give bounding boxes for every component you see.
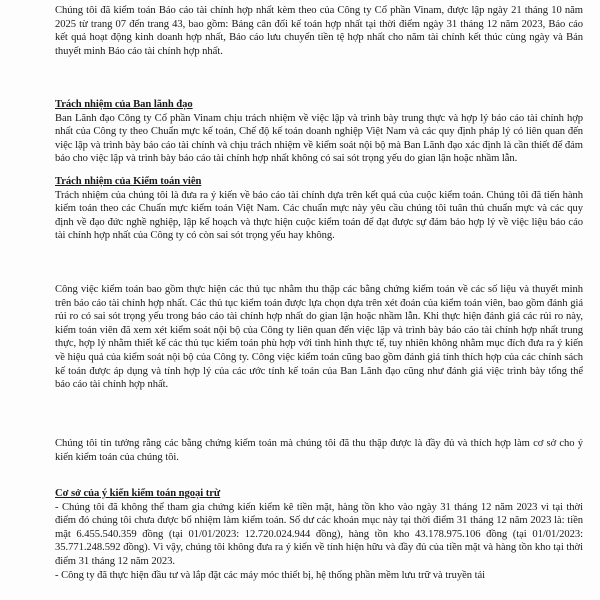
auditor-text: Trách nhiệm của chúng tôi là đưa ra ý kiến về báo cáo tài chính dựa trên kết quả của cuộc kiểm toán. Chúng tôi đã tiến hành kiểm toán theo các Chuẩn mực kiểm toán Việt Nam. Các chuẩn mực này yêu cầu chúng tôi tuân thủ chuẩn mực và các quy định về đạo đức nghề nghiệp, lập kế hoạch và thực hiện cuộc kiểm toán để đạt được sự đảm bảo hợp lý về việc liệu báo cáo tài chính hợp nhất của Công ty có còn sai sót trọng yếu hay không. (55, 189, 583, 242)
belief-paragraph (55, 437, 583, 464)
basis-item-2: - Công ty đã thực hiện đầu tư và lắp đặt các máy móc thiết bị, hệ thống phần mềm lưu trữ và truyền tải (55, 569, 486, 581)
audit-work-paragraph (55, 283, 583, 392)
auditor-heading: Trách nhiệm của Kiểm toán viên (55, 176, 202, 187)
management-section (55, 98, 583, 166)
qualified-opinion-basis-section (55, 487, 583, 582)
intro-paragraph (55, 4, 583, 58)
intro-text: Chúng tôi đã kiểm toán Báo cáo tài chính hợp nhất kèm theo của Công ty Cổ phần Vinam, được lập ngày 21 tháng 10 năm 2025 từ trang 07 đến trang 43, bao gồm: Bảng cân đối kế toán hợp nhất tại thời điểm ngày 31 tháng 12 năm 2023, Báo cáo kết quả hoạt động kinh doanh hợp nhất, Báo cáo lưu chuyển tiền tệ hợp nhất cho năm tài chính kết thúc cùng ngày và Bản thuyết minh Báo cáo tài chính hợp nhất. (55, 5, 583, 57)
management-heading: Trách nhiệm của Ban lãnh đạo (55, 99, 193, 110)
management-text: Ban Lãnh đạo Công ty Cổ phần Vinam chịu trách nhiệm về việc lập và trình bày trung thực và hợp lý báo cáo tài chính hợp nhất của Công ty theo Chuẩn mực kế toán, Chế độ kế toán doanh nghiệp Việt Nam và các quy định pháp lý có liên quan đến việc lập và trình bày báo cáo tài chính và chịu trách nhiệm về kiểm soát nội bộ mà Ban Lãnh đạo xác định là cần thiết để đảm bảo cho việc lập và trình bày báo cáo tài chính hợp nhất không có sai sót trọng yếu do gian lận hoặc nhầm lẫn. (55, 112, 583, 165)
belief-text: Chúng tôi tin tưởng rằng các bằng chứng kiểm toán mà chúng tôi đã thu thập được là đầy đủ và thích hợp làm cơ sở cho ý kiến kiểm toán của chúng tôi. (55, 438, 583, 463)
basis-item-1: - Chúng tôi đã không thể tham gia chứng kiến kiểm kê tiền mặt, hàng tồn kho vào ngày 31 tháng 12 năm 2023 vì tại thời điểm đó chúng tôi chưa được bổ nhiệm làm kiểm toán. Số dư các khoản mục này tại thời điểm 31 tháng 12 năm 2023 là: tiền mặt 6.455.540.359 đồng (tại 01/01/2023: 12.720.024.944 đồng), hàng tồn kho 43.178.975.106 đồng (tại 01/01/2023: 35.771.248.592 đồng). Vì vậy, chúng tôi không đưa ra ý kiến về tính hiện hữu và đầy đủ của tiền mặt và hàng tồn kho tại thời điểm 31 tháng 12 năm 2023. (55, 501, 583, 567)
audit-work-text: Công việc kiểm toán bao gồm thực hiện các thủ tục nhằm thu thập các bằng chứng kiểm toán về các số liệu và thuyết minh trên báo cáo tài chính hợp nhất. Các thủ tục kiểm toán được lựa chọn dựa trên xét đoán của kiểm toán viên, bao gồm đánh giá rủi ro có sai sót trọng yếu trong báo cáo tài chính hợp nhất do gian lận hoặc nhầm lẫn. Khi thực hiện đánh giá các rủi ro này, kiểm toán viên đã xem xét kiểm soát nội bộ của Công ty liên quan đến việc lập và trình bày báo cáo tài chính hợp nhất trung thực, hợp lý nhằm thiết kế các thủ tục kiểm toán phù hợp với tình hình thực tế, tuy nhiên không nhằm mục đích đưa ra ý kiến về hiệu quả của kiểm soát nội bộ của Công ty. Công việc kiểm toán cũng bao gồm đánh giá tính thích hợp của các chính sách kế toán được áp dụng và tính hợp lý của các ước tính kế toán của Ban Lãnh đạo cũng như đánh giá việc trình bày tổng thể báo cáo tài chính hợp nhất. (55, 284, 583, 391)
auditor-section (55, 175, 583, 243)
qualified-opinion-basis-heading: Cơ sở của ý kiến kiểm toán ngoại trừ (55, 488, 221, 499)
